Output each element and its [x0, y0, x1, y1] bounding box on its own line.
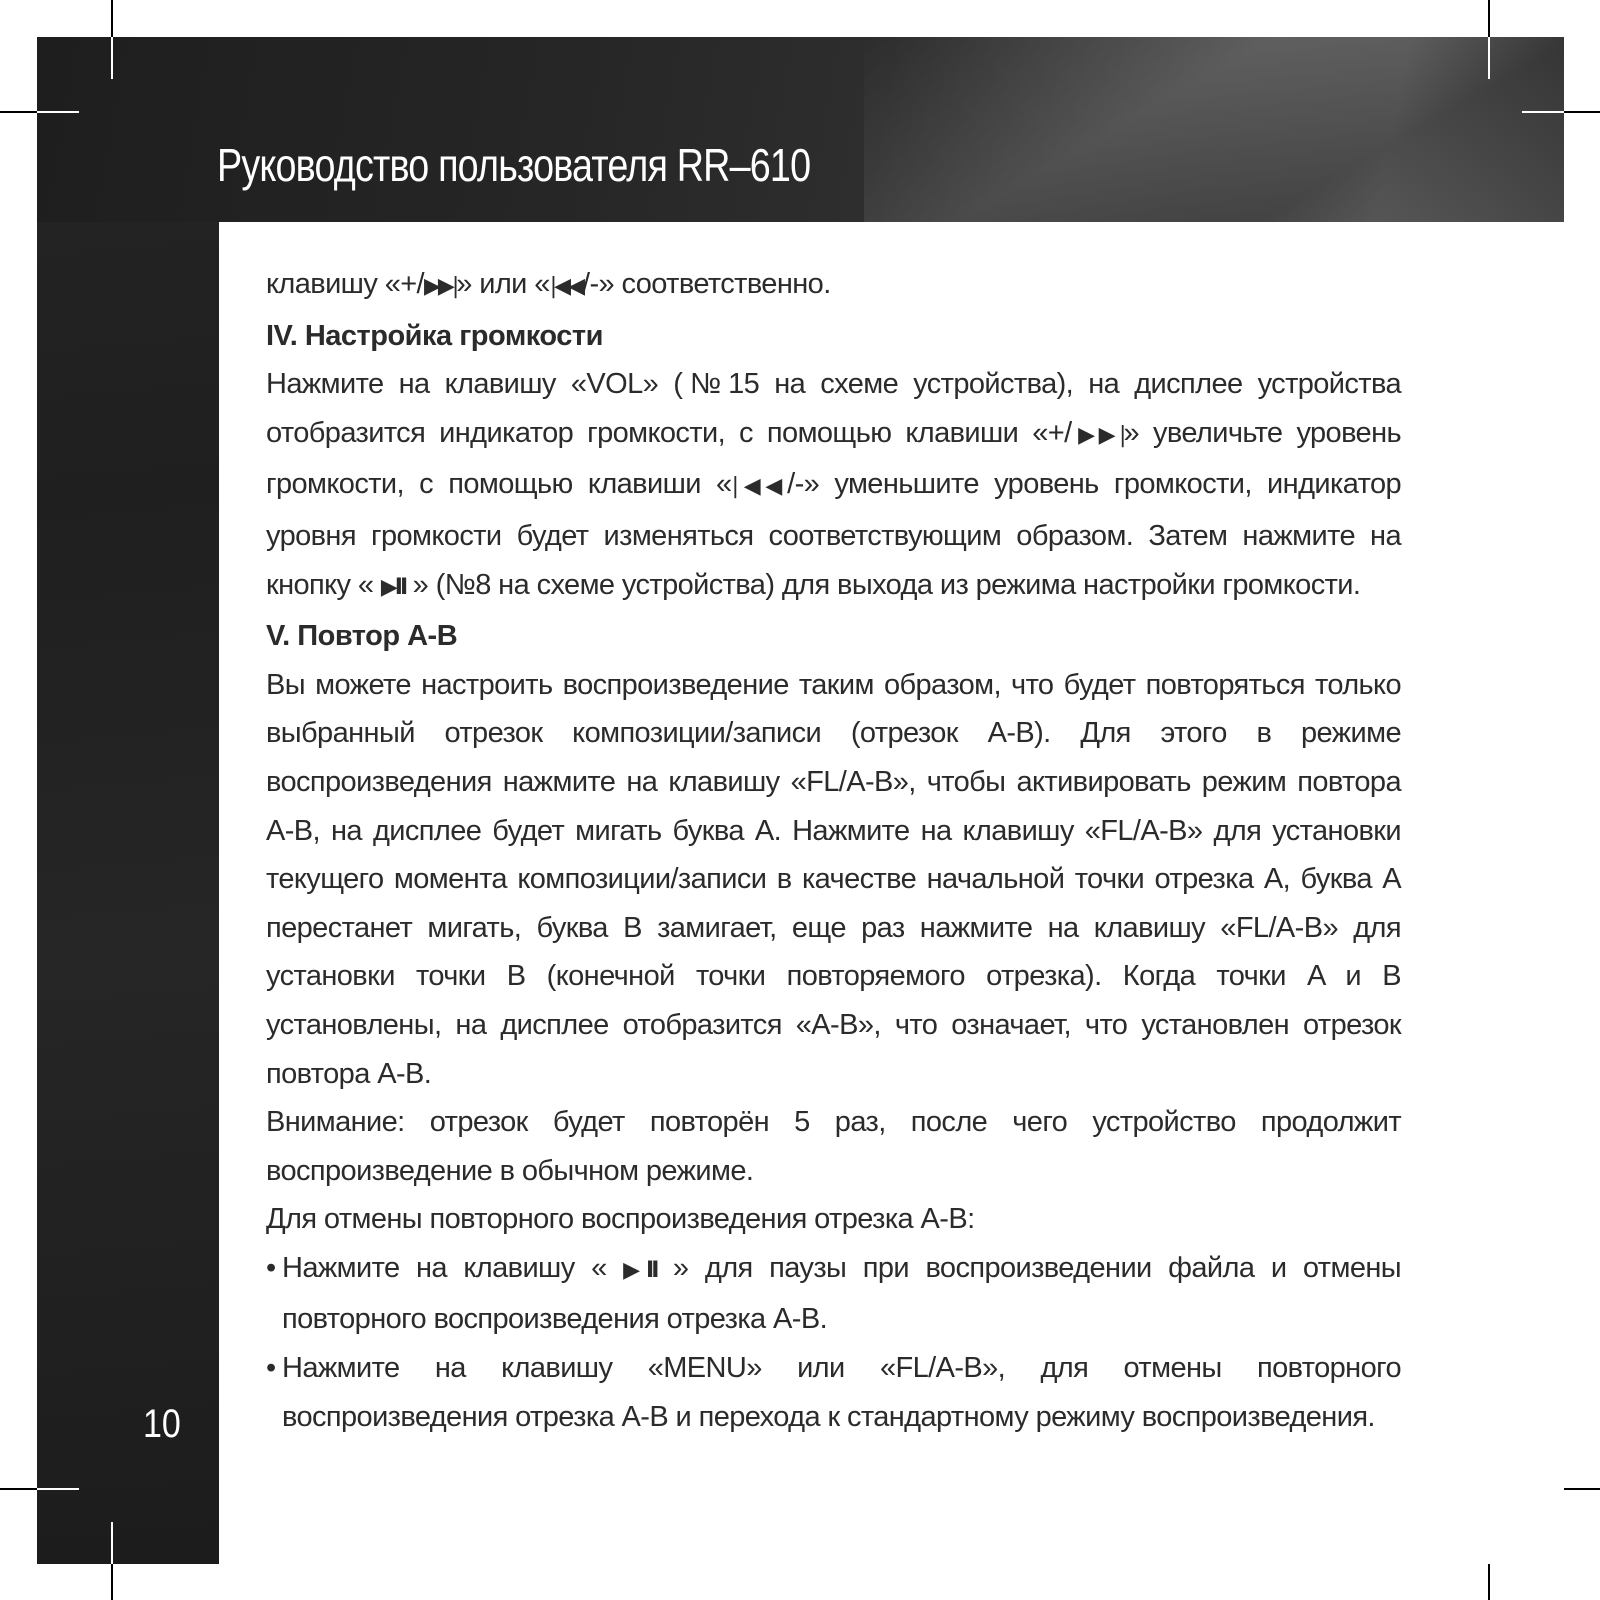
section-heading-repeat: V. Повтор A-B: [266, 620, 458, 653]
play-pause-icon: ▶II: [623, 1257, 657, 1283]
text-fragment: /-» соответственно.: [582, 268, 831, 300]
left-sidebar-band: [37, 37, 219, 1564]
crop-mark: [111, 1522, 113, 1564]
text-fragment: Нажмите на клавишу «MENU» или «FL/A-B», для отмены повторного воспроизведения отрезка A-B и перехода к стандартному режиму воспроизведения.: [282, 1352, 1401, 1433]
next-track-icon: ▶▶|: [1071, 422, 1124, 448]
previous-track-icon: |◀◀: [731, 474, 788, 500]
play-pause-icon: ▶II: [380, 574, 406, 600]
manual-body: [266, 260, 1401, 1441]
text-fragment: » для паузы при воспроизведении файла и отмены повторного воспроизведения отрезка A-B.: [282, 1251, 1402, 1336]
bullet: •: [266, 1352, 276, 1385]
text-fragment: » (№8 на схеме устройства) для выхода из режима настройки громкости.: [405, 568, 1361, 601]
repeat-paragraph: Вы можете настроить воспроизведение таким образом, что будет повторяться только выбранный отрезок композиции/записи (отрезок A-B). Для этого в режиме воспроизведения нажмите на клавишу «FL/A-B», чтобы активировать режим повтора A-B, на дисплее будет мигать буква A. Нажмите на клавишу «FL/A-B» для установки текущего момента композиции/записи в качестве начальной точки отрезка A, буква A перестанет мигать, буква B замигает, еще раз нажмите на клавишу «FL/A-B» для установки точки B (конечной точки повторяемого отрезка). Когда точки A и B установлены, на дисплее отобразится «A-B», что означает, что установлен отрезок повтора A-B.: [266, 668, 1401, 1090]
text-fragment: » увеличьте уровень громкости, с помощью клавиши «: [266, 416, 1402, 501]
crop-mark: [111, 37, 113, 79]
attention-paragraph: Внимание: отрезок будет повторён 5 раз, после чего устройство продолжит воспроизведение в обычном режиме.: [266, 1106, 1401, 1187]
next-track-icon: ▶▶|: [424, 274, 457, 299]
page-title: Руководство пользователя RR–610: [217, 139, 811, 191]
text-fragment: /-» уменьшите уровень громкости, индикатор уровня громкости будет изменяться соответствующим образом. Затем нажмите на кнопку «: [266, 468, 1402, 601]
list-item: [266, 1344, 1401, 1441]
list-item: [266, 1244, 1401, 1344]
crop-mark: [37, 1488, 79, 1490]
bullet: •: [266, 1251, 276, 1284]
text-fragment: Нажмите на клавишу «: [282, 1251, 624, 1284]
text-fragment: Нажмите на клавишу «VOL» (№15 на схеме устройства), на дисплее устройства отобразится индикатор громкости, с помощью клавиши «+/: [266, 368, 1401, 449]
text-fragment: » или «: [456, 268, 550, 300]
section-heading-volume: IV. Настройка громкости: [266, 319, 603, 352]
crop-mark: [37, 111, 79, 113]
cancel-list: [266, 1244, 1401, 1441]
crop-mark: [1488, 37, 1490, 79]
header-band: [37, 37, 1564, 222]
continuation-line: [266, 260, 1401, 312]
crop-mark: [1522, 111, 1564, 113]
page-number: 10: [143, 1402, 181, 1446]
volume-paragraph: [266, 360, 1401, 612]
previous-track-icon: |◀◀: [549, 274, 583, 299]
cancel-intro: Для отмены повторного воспроизведения отрезка A-B:: [266, 1203, 975, 1236]
text-fragment: клавишу «+/: [266, 268, 425, 300]
